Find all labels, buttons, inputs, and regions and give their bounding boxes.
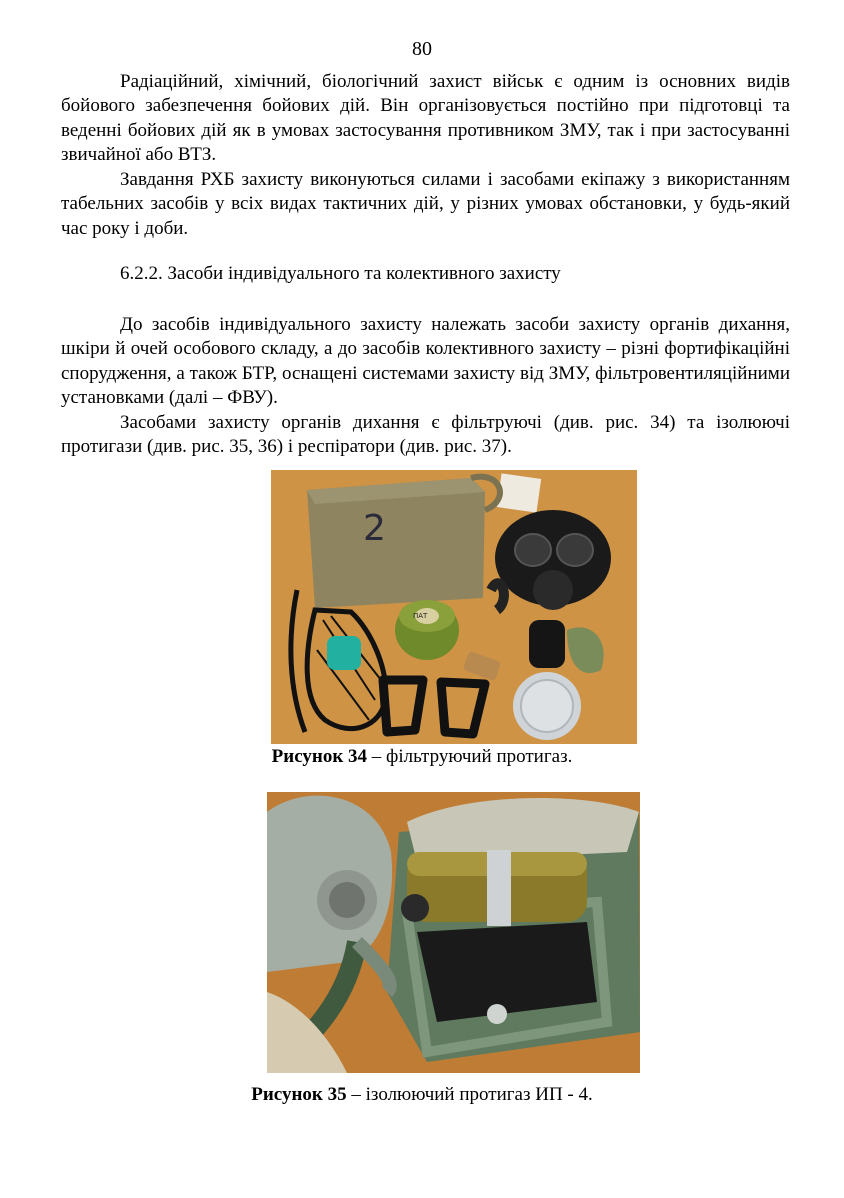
figure-35-label: Рисунок 35 [251, 1084, 347, 1105]
paragraph-1: Радіаційний, хімічний, біологічний захист військ є одним із основних видів бойового забезпечення бойових дій. Він організовується постійно при підготовці та веденні бойових дій як в умовах застосування противником ЗМУ, так і при застосуванні звичайної або ВТЗ. [61, 71, 790, 165]
figure-34-label: Рисунок 34 [271, 746, 368, 767]
paragraph-3: До засобів індивідуального захисту належать засоби захисту органів дихання, шкіри й очей особового складу, а до засобів колективного захисту – різні фортифікаційні спорудження, а також БТР, оснащені системами захисту від ЗМУ, фільтровентиляційними установками (далі – ФВУ). [61, 314, 790, 408]
figure-35-text: – ізолюючий протигаз ИП - 4. [346, 1084, 593, 1105]
figure-34-photo [271, 470, 637, 744]
figure-34-text: – фільтруючий протигаз. [367, 746, 573, 767]
container-image [513, 672, 581, 740]
page-number: 80 [412, 38, 432, 60]
section-heading: 6.2.2. Засоби індивідуального та колективного захисту [120, 263, 561, 284]
canister-marking: ПАТ [413, 612, 428, 620]
figure-35-caption [0, 1084, 844, 1106]
paragraph-4: Засобами захисту органів дихання є фільтруючі (див. рис. 34) та ізолюючі протигази (див. рис. 35, 36) і респіратори (див. рис. 37). [61, 412, 790, 458]
paragraph-2: Завдання РХБ захисту виконуються силами і засобами екіпажу з використанням табельних засобів у всіх видах тактичних дій, у різних умовах обстановки, у будь-який час року і доби. [61, 169, 790, 239]
cartridge-image [401, 850, 587, 926]
figure-35-photo [267, 792, 640, 1073]
canister-image [395, 600, 459, 660]
figure-34-caption [0, 746, 844, 768]
bag-image [307, 477, 500, 608]
bag-marking: 2 [363, 508, 386, 549]
bag-image [387, 798, 640, 1062]
